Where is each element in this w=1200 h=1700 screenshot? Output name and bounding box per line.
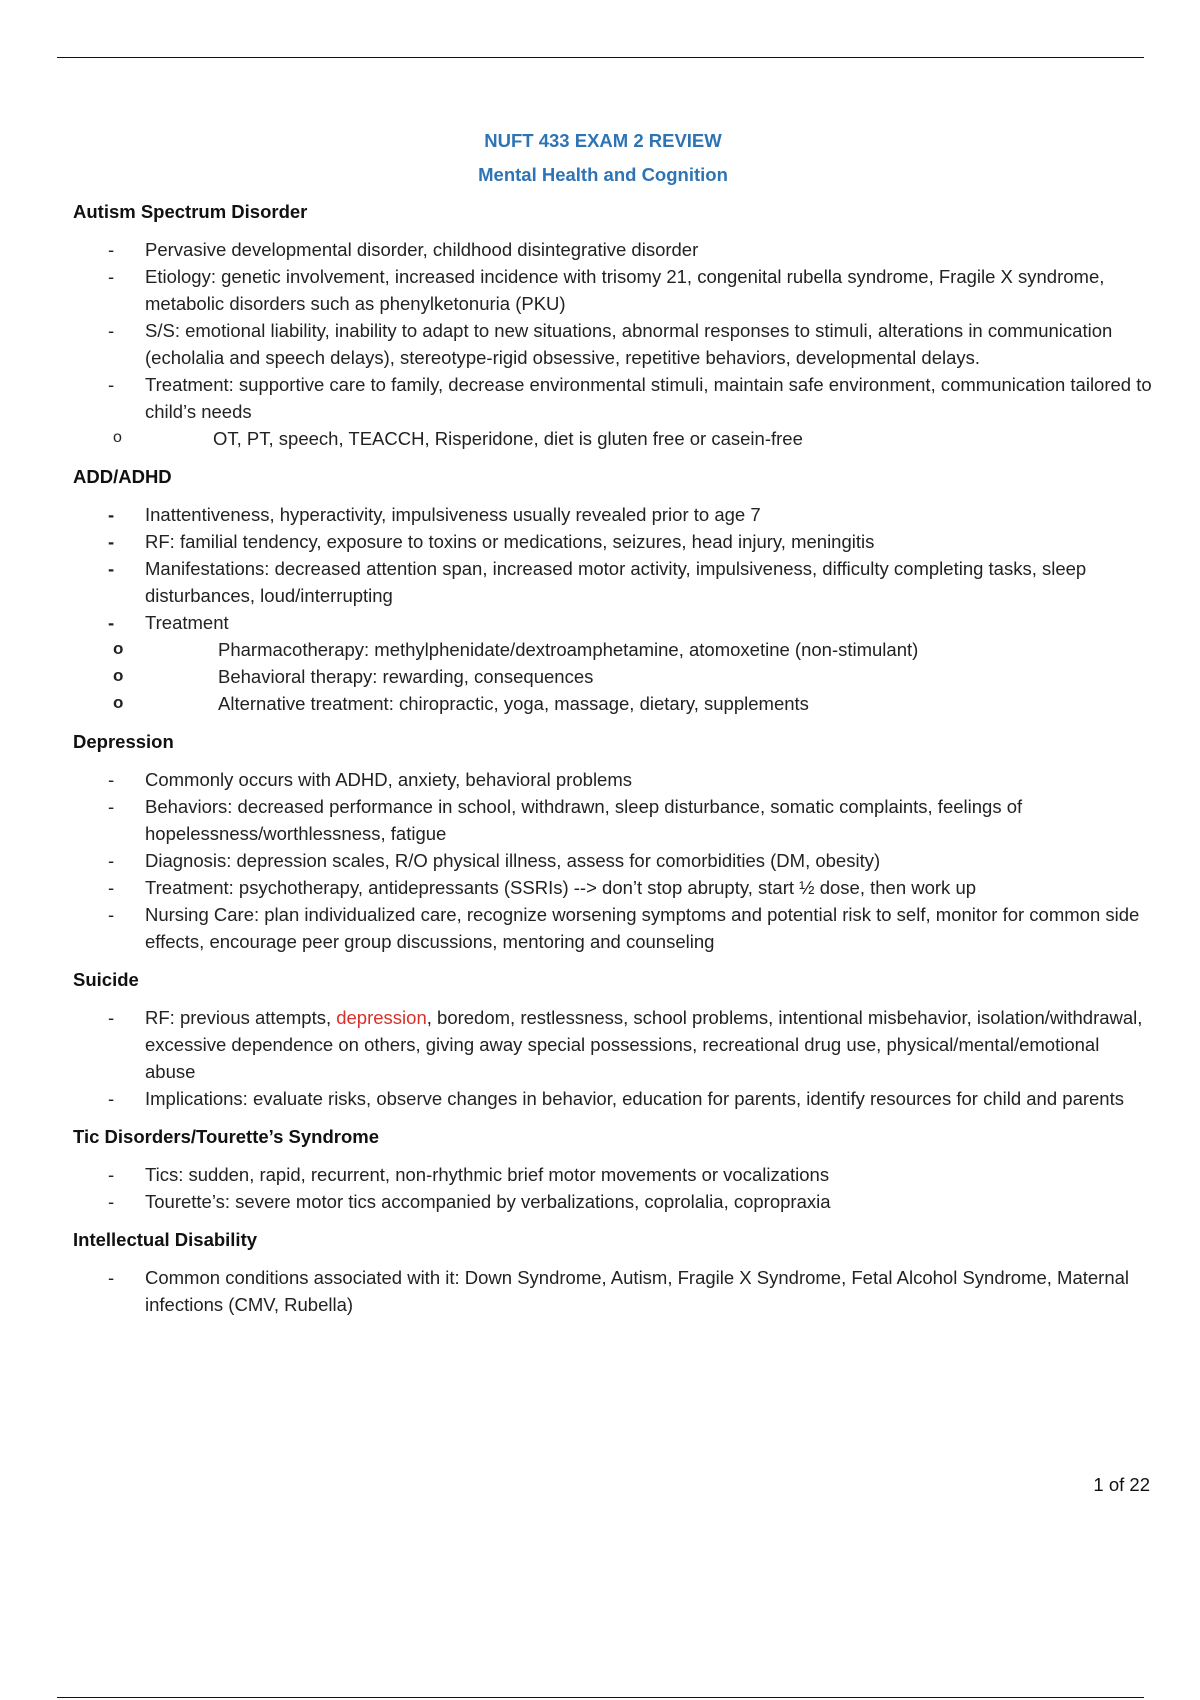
list-item — [73, 609, 1153, 717]
section-heading: Suicide — [73, 969, 139, 990]
list-item-text: Treatment: supportive care to family, decrease environmental stimuli, maintain safe environment, communication tailored to child’s needs — [145, 374, 1152, 422]
section-heading: Autism Spectrum Disorder — [73, 201, 308, 222]
list-item: - Diagnosis: depression scales, R/O physical illness, assess for comorbidities (DM, obesity) — [73, 847, 1153, 874]
list-item — [73, 371, 1153, 452]
rf-highlight: depression — [336, 1007, 427, 1028]
page-number: 1 of 22 — [1093, 1474, 1150, 1495]
section-adhd — [73, 463, 1153, 717]
section-heading: Depression — [73, 731, 174, 752]
list-item — [73, 1004, 1153, 1085]
sub-bullet-list — [73, 636, 1153, 717]
section-depression — [73, 728, 1153, 955]
section-suicide — [73, 966, 1153, 1112]
section-intellectual — [73, 1226, 1153, 1318]
sub-list-item: o OT, PT, speech, TEACCH, Risperidone, diet is gluten free or casein-free — [73, 425, 1153, 452]
list-item: - Inattentiveness, hyperactivity, impulsiveness usually revealed prior to age 7 — [73, 501, 1153, 528]
section-heading: ADD/ADHD — [73, 466, 172, 487]
section-autism — [73, 198, 1153, 452]
sub-list-item: o Pharmacotherapy: methylphenidate/dextroamphetamine, atomoxetine (non-stimulant) — [73, 636, 1153, 663]
list-item: - Implications: evaluate risks, observe changes in behavior, education for parents, identify resources for child and parents — [73, 1085, 1153, 1112]
list-item: - Nursing Care: plan individualized care, recognize worsening symptoms and potential risk to self, monitor for common side effects, encourage peer group discussions, mentoring and counseling — [73, 901, 1153, 955]
list-item: - Commonly occurs with ADHD, anxiety, behavioral problems — [73, 766, 1153, 793]
sub-list-item: o Behavioral therapy: rewarding, consequences — [73, 663, 1153, 690]
document-subtitle: Mental Health and Cognition — [478, 164, 728, 185]
bullet-list — [73, 1004, 1153, 1112]
list-item: - RF: familial tendency, exposure to toxins or medications, seizures, head injury, meningitis — [73, 528, 1153, 555]
footer-rule — [57, 1697, 1144, 1698]
list-item: - Manifestations: decreased attention span, increased motor activity, impulsiveness, difficulty completing tasks, sleep disturbances, loud/interrupting — [73, 555, 1153, 609]
list-item: - Tourette’s: severe motor tics accompanied by verbalizations, coprolalia, copropraxia — [73, 1188, 1153, 1215]
list-item: - Common conditions associated with it: Down Syndrome, Autism, Fragile X Syndrome, Fetal Alcohol Syndrome, Maternal infections (CMV, Rubella) — [73, 1264, 1153, 1318]
list-item: - Treatment: psychotherapy, antidepressants (SSRIs) --> don’t stop abrupty, start ½ dose, then work up — [73, 874, 1153, 901]
bullet-list — [73, 1161, 1153, 1215]
sub-list-item: o Alternative treatment: chiropractic, yoga, massage, dietary, supplements — [73, 690, 1153, 717]
bullet-list — [73, 501, 1153, 717]
section-heading: Tic Disorders/Tourette’s Syndrome — [73, 1126, 380, 1147]
list-item-text: Treatment — [145, 612, 229, 633]
section-tic — [73, 1123, 1153, 1215]
list-item: - S/S: emotional liability, inability to adapt to new situations, abnormal responses to stimuli, alterations in communication (echolalia and speech delays), stereotype-rigid obsessive, repetitive behaviors, developmental delays. — [73, 317, 1153, 371]
document-title: NUFT 433 EXAM 2 REVIEW — [484, 130, 722, 151]
header-rule — [57, 57, 1144, 58]
list-item: - Behaviors: decreased performance in school, withdrawn, sleep disturbance, somatic complaints, feelings of hopelessness/worthlessness, fatigue — [73, 793, 1153, 847]
rf-suffix: , boredom, restlessness, school problems, intentional misbehavior, isolation/withdrawal, excessive dependence on others, giving away special possessions, recreational drug use, physical/mental/emotional abuse — [145, 1007, 1143, 1082]
bullet-list — [73, 1264, 1153, 1318]
list-item: - Tics: sudden, rapid, recurrent, non-rhythmic brief motor movements or vocalizations — [73, 1161, 1153, 1188]
section-heading: Intellectual Disability — [73, 1229, 258, 1250]
sub-bullet-list — [73, 425, 1153, 452]
document-body — [73, 124, 1153, 1329]
list-item: - Pervasive developmental disorder, childhood disintegrative disorder — [73, 236, 1153, 263]
bullet-list — [73, 236, 1153, 452]
list-item: - Etiology: genetic involvement, increased incidence with trisomy 21, congenital rubella syndrome, Fragile X syndrome, metabolic disorders such as phenylketonuria (PKU) — [73, 263, 1153, 317]
rf-prefix: RF: previous attempts, — [145, 1007, 337, 1028]
bullet-list — [73, 766, 1153, 955]
